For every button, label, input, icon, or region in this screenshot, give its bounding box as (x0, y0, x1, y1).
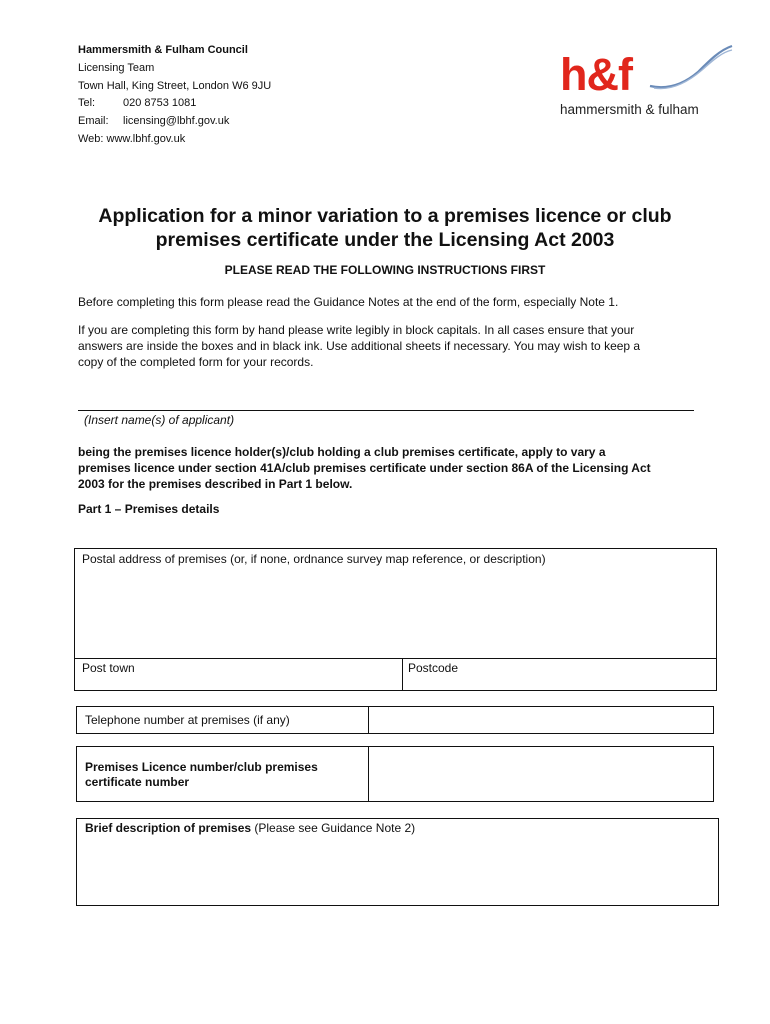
licence-number-label (85, 760, 318, 790)
brief-description-label (85, 821, 415, 836)
instruction-paragraph-1: Before completing this form please read the Guidance Notes at the end of the form, especially Note 1. (78, 295, 619, 309)
council-logo (560, 44, 735, 124)
instruction-paragraph-2-line2: answers are inside the boxes and in black ink. Use additional sheets if necessary. You may wish to keep a (78, 339, 641, 353)
team-name: Licensing Team (78, 62, 155, 74)
web-link[interactable]: Web: www.lbhf.gov.uk (78, 133, 186, 145)
post-town-field[interactable] (75, 659, 401, 690)
postcode-field[interactable] (403, 659, 716, 690)
form-title (60, 204, 710, 252)
brief-description-box (76, 818, 719, 906)
telephone-row (76, 706, 714, 734)
instruction-paragraph-2 (78, 322, 718, 370)
part1-heading: Part 1 – Premises details (78, 502, 220, 516)
instruction-paragraph-2-line3: copy of the completed form for your records. (78, 355, 314, 369)
telephone-field[interactable] (369, 707, 713, 733)
email-value[interactable]: licensing@lbhf.gov.uk (123, 115, 230, 127)
declaration-line3: 2003 for the premises described in Part 1 below. (78, 477, 353, 491)
brief-description-field[interactable] (77, 837, 718, 905)
declaration-line2: premises licence under section 41A/club premises certificate under section 86A of the Licensing Act (78, 461, 651, 475)
postal-address-field[interactable] (75, 567, 716, 657)
ribbon-icon (648, 44, 734, 92)
telephone-label: Telephone number at premises (if any) (85, 713, 290, 727)
declaration (78, 444, 728, 492)
logo-mark: h&f (560, 49, 632, 100)
council-name: Hammersmith & Fulham Council (78, 44, 248, 56)
brief-description-label-bold: Brief description of premises (85, 821, 252, 835)
postal-address-box (74, 548, 717, 691)
form-title-line1: Application for a minor variation to a premises licence or club (98, 205, 672, 227)
postcode-label: Postcode (408, 661, 459, 675)
licence-number-field[interactable] (369, 747, 713, 801)
logo-name: hammersmith & fulham (560, 102, 699, 117)
tel-value: 020 8753 1081 (123, 97, 197, 109)
postal-address-label: Postal address of premises (or, if none, ordnance survey map reference, or description) (82, 552, 546, 566)
licence-number-label-line2: certificate number (85, 775, 190, 789)
instruction-paragraph-2-line1: If you are completing this form by hand please write legibly in block capitals. In all cases ensure that your (78, 323, 635, 337)
declaration-line1: being the premises licence holder(s)/club holding a club premises certificate, apply to vary a (78, 445, 606, 459)
licence-number-row (76, 746, 714, 802)
form-title-line2: premises certificate under the Licensing Act 2003 (155, 229, 615, 251)
brief-description-note: (Please see Guidance Note 2) (251, 821, 416, 835)
email-label: Email: (78, 115, 109, 127)
licence-number-label-line1: Premises Licence number/club premises (85, 760, 318, 774)
applicant-name-line[interactable] (78, 410, 694, 411)
instructions-heading: PLEASE READ THE FOLLOWING INSTRUCTIONS FIRST (224, 263, 546, 277)
applicant-name-label: (Insert name(s) of applicant) (84, 413, 235, 427)
post-town-label: Post town (82, 661, 135, 675)
tel-label: Tel: (78, 97, 96, 109)
council-address: Town Hall, King Street, London W6 9JU (78, 80, 272, 92)
